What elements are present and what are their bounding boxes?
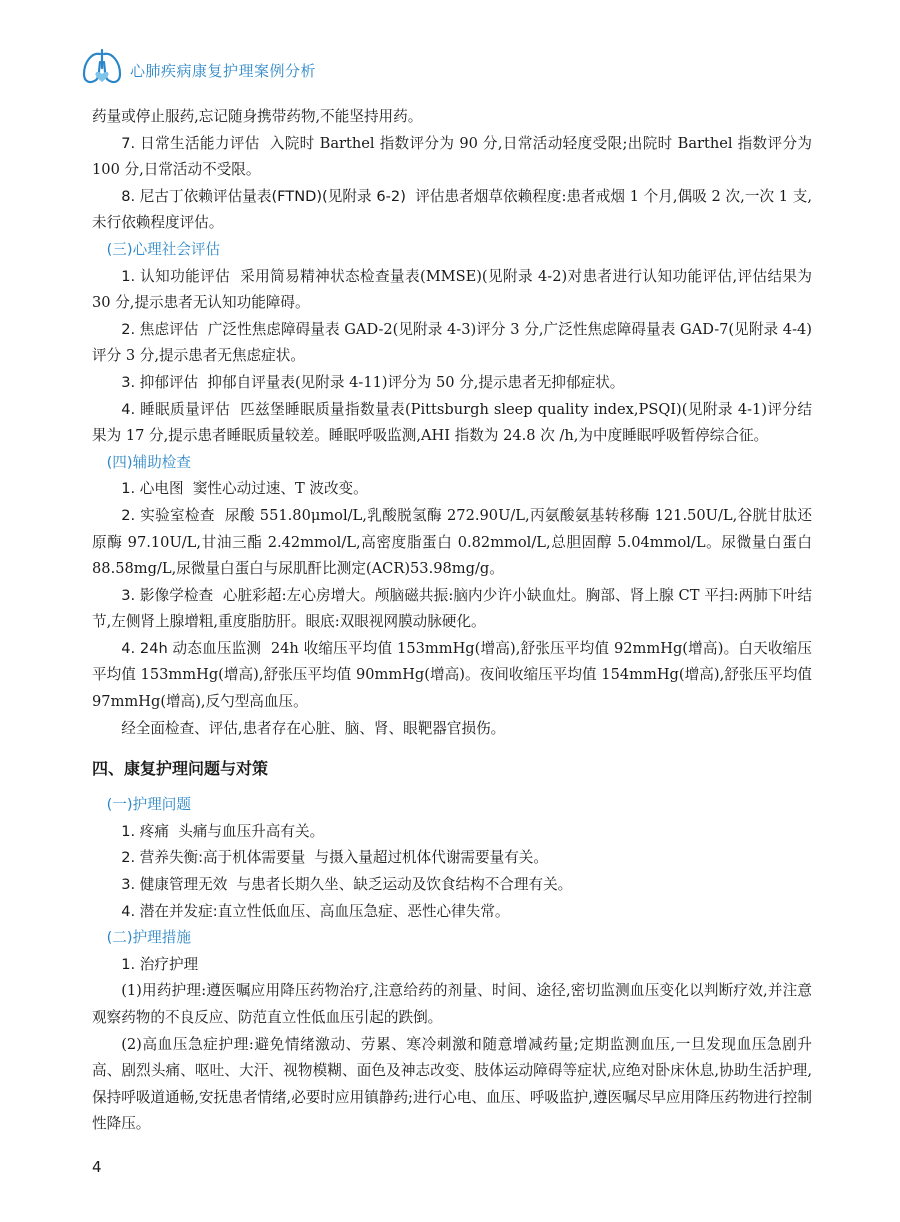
paragraph: (1)用药护理:遵医嘱应用降压药物治疗,注意给药的剂量、时间、途径,密切监测血压变化以判断疗效,并注意观察药物的不良反应、防范直立性低血压引起的跌倒。	[92, 982, 812, 1026]
section-heading: 四、康复护理问题与对策	[92, 759, 269, 779]
paragraph: 2. 实验室检查 尿酸 551.80μmol/L,乳酸脱氢酶 272.90U/L,丙氨酸氨基转移酶 121.50U/L,谷胱甘肽还原酶 97.10U/L,甘油三酯 2.42mmol/L,高密度脂蛋白 0.82mmol/L,总胆固醇 5.04mmol/L。尿微量白蛋白 88.58mg/L,尿微量白蛋白与尿肌酐比测定(ACR)53.98mg/g。	[92, 506, 812, 578]
paragraph	[92, 952, 812, 979]
item-term: 1. 认知功能评估	[121, 267, 231, 285]
subsection-heading: (四)辅助检查	[106, 453, 191, 471]
item-term: 3. 健康管理无效	[121, 876, 228, 894]
paragraph: 2. 营养失衡:高于机体需要量 与摄入量超过机体代谢需要量有关。	[121, 849, 548, 867]
item-term: 2. 实验室检查	[121, 506, 215, 524]
subsection-heading: (一)护理问题	[106, 796, 191, 814]
item-term: 4. 睡眠质量评估	[121, 400, 231, 418]
paragraph: 经全面检查、评估,患者存在心脏、脑、肾、眼靶器官损伤。	[121, 719, 506, 737]
paragraph: 1. 心电图 窦性心动过速、T 波改变。	[121, 480, 368, 498]
item-term: 4. 24h 动态血压监测	[121, 639, 262, 657]
page-body	[92, 104, 812, 1138]
paragraph: 4. 潜在并发症:直立性低血压、高血压急症、恶性心律失常。	[121, 902, 510, 920]
item-term: 1. 疼痛	[121, 822, 169, 840]
page-number: 4	[92, 1158, 102, 1176]
paragraph: 3. 抑郁评估 抑郁自评量表(见附录 4-11)评分为 50 分,提示患者无抑郁症状。	[121, 373, 625, 391]
paragraph: 4. 睡眠质量评估 匹兹堡睡眠质量指数量表(Pittsburgh sleep quality index,PSQI)(见附录 4-1)评分结果为 17 分,提示患者睡眠质量较差。睡眠呼吸监测,AHI 指数为 24.8 次 /h,为中度睡眠呼吸暂停综合征。	[92, 400, 812, 445]
item-term: 3. 抑郁评估	[121, 373, 199, 391]
subsection-heading: (二)护理措施	[106, 929, 191, 947]
item-term: 7. 日常生活能力评估	[121, 134, 260, 152]
lungs-heart-logo-icon	[78, 44, 126, 88]
paragraph: 4. 24h 动态血压监测 24h 收缩压平均值 153mmHg(增高),舒张压平均值 92mmHg(增高)。白天收缩压平均值 153mmHg(增高),舒张压平均值 90mmHg(增高)。夜间收缩压平均值 154mmHg(增高),舒张压平均值 97mmHg(增高),反勺型高血压。	[92, 639, 813, 711]
item-term: 3. 影像学检查	[121, 586, 214, 604]
item-term: 1. 治疗护理	[121, 955, 199, 973]
subsection-heading: (三)心理社会评估	[106, 240, 221, 258]
paragraph: 8. 尼古丁依赖评估量表(FTND)(见附录 6-2) 评估患者烟草依赖程度:患者戒烟 1 个月,偶吸 2 次,一次 1 支,未行依赖程度评估。	[92, 187, 812, 232]
paragraph: 3. 健康管理无效 与患者长期久坐、缺乏运动及饮食结构不合理有关。	[121, 876, 573, 894]
item-term: 1. 心电图	[121, 480, 184, 498]
paragraph: (2)高血压急症护理:避免情绪激动、劳累、寒冷刺激和随意增减药量;定期监测血压,一旦发现血压急剧升高、剧烈头痛、呕吐、大汗、视物模糊、面色及神志改变、肢体运动障碍等症状,应绝对卧床休息,协助生活护理,保持呼吸道通畅,安抚患者情绪,必要时应用镇静药;进行心电、血压、呼吸监护,遵医嘱尽早应用降压药物进行控制性降压。	[92, 1035, 812, 1133]
book-title: 心肺疾病康复护理案例分析	[130, 62, 317, 80]
paragraph: 2. 焦虑评估 广泛性焦虑障碍量表 GAD-2(见附录 4-3)评分 3 分,广泛性焦虑障碍量表 GAD-7(见附录 4-4)评分 3 分,提示患者无焦虑症状。	[92, 320, 812, 365]
item-term: 8. 尼古丁依赖评估量表(FTND)(见附录 6-2)	[121, 187, 406, 205]
item-term: 2. 营养失衡:高于机体需要量	[121, 849, 306, 867]
paragraph: 药量或停止服药,忘记随身携带药物,不能坚持用药。	[92, 108, 423, 125]
paragraph: 1. 疼痛 头痛与血压升高有关。	[121, 822, 325, 840]
paragraph: 7. 日常生活能力评估 入院时 Barthel 指数评分为 90 分,日常活动轻度受限;出院时 Barthel 指数评分为 100 分,日常活动不受限。	[92, 134, 812, 179]
item-term: 2. 焦虑评估	[121, 320, 199, 338]
paragraph: 1. 认知功能评估 采用简易精神状态检查量表(MMSE)(见附录 4-2)对患者进行认知功能评估,评估结果为 30 分,提示患者无认知功能障碍。	[92, 267, 813, 312]
running-header	[78, 44, 838, 92]
paragraph: 3. 影像学检查 心脏彩超:左心房增大。颅脑磁共振:脑内少许小缺血灶。胸部、肾上腺 CT 平扫:两肺下叶结节,左侧肾上腺增粗,重度脂肪肝。眼底:双眼视网膜动脉硬化。	[92, 586, 812, 631]
item-term: 4. 潜在并发症:	[121, 902, 218, 920]
